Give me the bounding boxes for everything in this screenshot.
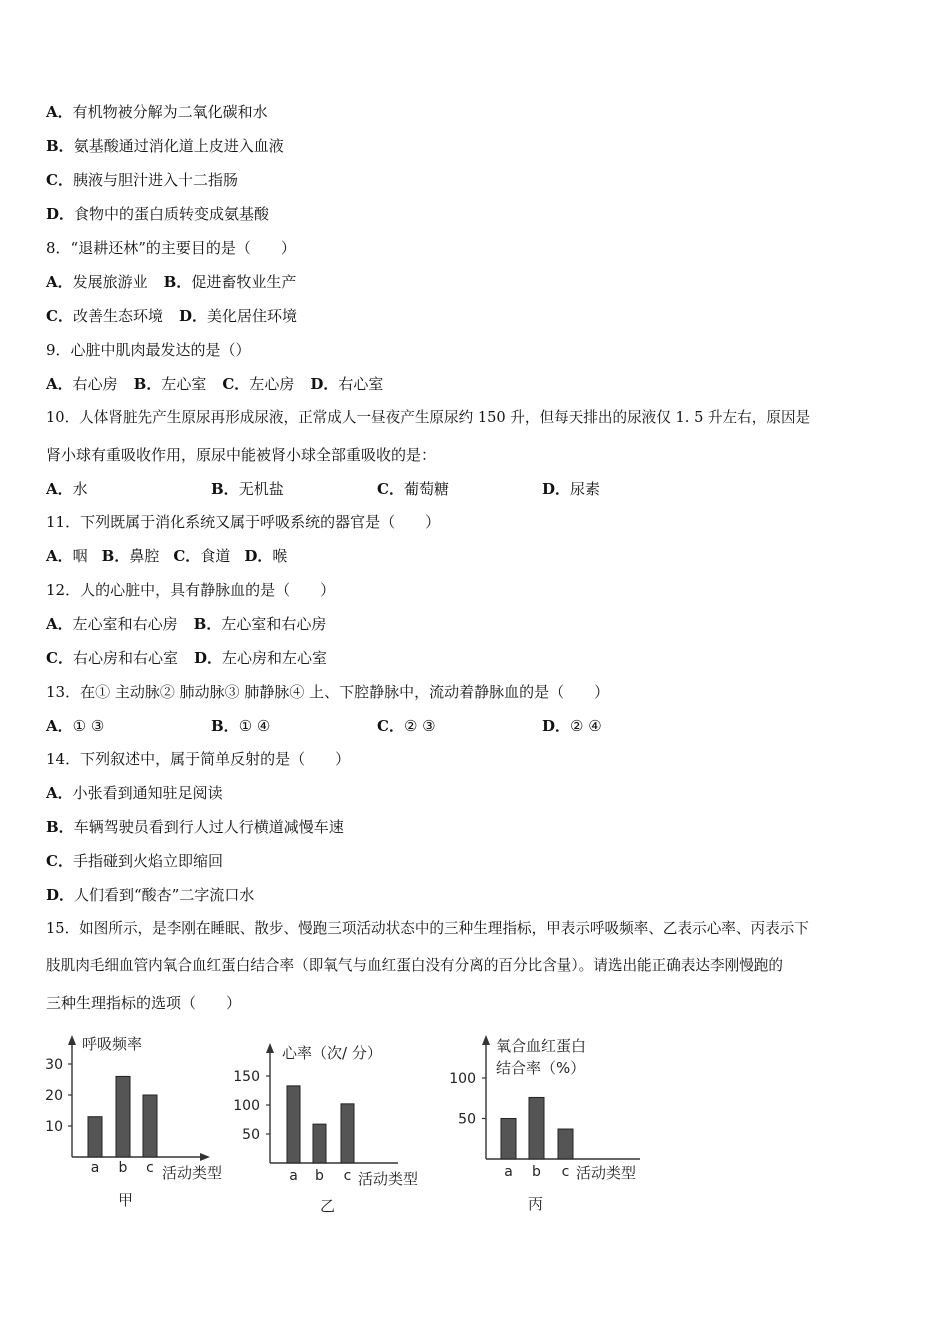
q10-option-c: C．葡萄糖 bbox=[377, 480, 449, 498]
chart-jia-ylabel: 呼吸频率 bbox=[82, 1035, 143, 1053]
chart-jia-bar-a bbox=[88, 1117, 102, 1157]
q12-options-cd: C．右心房和右心室 D．左心房和左心室 bbox=[46, 649, 327, 667]
chart-jia-y-arrow bbox=[68, 1035, 76, 1045]
chart-bing-y-arrow bbox=[482, 1035, 490, 1045]
q14-option-b: B．车辆驾驶员看到行人过人行横道减慢车速 bbox=[46, 818, 344, 836]
chart-yi-bar-a bbox=[287, 1086, 300, 1163]
q8-options-ab: A．发展旅游业 B．促进畜牧业生产 bbox=[46, 273, 297, 291]
q15-stem-line1: 15．如图所示，是李刚在睡眠、散步、慢跑三项活动状态中的三种生理指标，甲表示呼吸频率、乙表示心率、丙表示下 bbox=[46, 920, 809, 937]
q10-option-b: B．无机盐 bbox=[211, 480, 284, 498]
chart-bing-category-c: c bbox=[561, 1164, 570, 1180]
chart-yi-y-arrow bbox=[266, 1043, 274, 1053]
chart-bing-ylabel-line1: 氧合血红蛋白 bbox=[496, 1037, 587, 1055]
chart-jia-ticks bbox=[45, 1057, 72, 1135]
q10-stem-line1: 10．人体肾脏先产生原尿再形成尿液，正常成人一昼夜产生原尿约 150 升，但每天排出的尿液仅 1. 5 升左右，原因是 bbox=[46, 409, 811, 426]
chart-bing bbox=[449, 1035, 640, 1213]
chart-jia-title: 甲 bbox=[118, 1191, 134, 1209]
chart-jia-x-arrow bbox=[200, 1153, 210, 1161]
chart-yi-bar-b bbox=[313, 1124, 326, 1163]
chart-yi-category-c: c bbox=[343, 1168, 352, 1184]
q14-stem: 14．下列叙述中，属于简单反射的是（ ） bbox=[46, 750, 351, 768]
chart-yi-categories bbox=[289, 1168, 351, 1184]
chart-yi-title: 乙 bbox=[320, 1197, 336, 1215]
chart-bing-bar-a bbox=[501, 1119, 516, 1160]
chart-bing-xlabel: 活动类型 bbox=[576, 1164, 637, 1182]
q15-charts bbox=[0, 1025, 950, 1225]
chart-bing-bar-b bbox=[529, 1097, 544, 1159]
chart-jia-xlabel: 活动类型 bbox=[162, 1164, 223, 1182]
q8-stem: 8．“退耕还林”的主要目的是（ ） bbox=[46, 239, 296, 257]
chart-bing-bar-c bbox=[558, 1129, 573, 1159]
chart-yi-category-b: b bbox=[315, 1168, 324, 1184]
chart-yi-category-a: a bbox=[289, 1168, 298, 1184]
chart-bing-category-a: a bbox=[504, 1164, 513, 1180]
chart-bing-category-b: b bbox=[532, 1164, 541, 1180]
chart-jia-category-a: a bbox=[90, 1160, 100, 1176]
q11-options: A．咽 B．鼻腔 C．食道 D．喉 bbox=[46, 547, 288, 565]
chart-jia bbox=[45, 1035, 222, 1209]
chart-bing-title: 丙 bbox=[528, 1195, 544, 1213]
q15-stem-line3: 三种生理指标的选项（ ） bbox=[46, 994, 242, 1012]
chart-jia-ytick-label-1: 20 bbox=[45, 1088, 63, 1104]
q13-option-c: C．② ③ bbox=[377, 717, 436, 735]
chart-jia-bar-c bbox=[143, 1095, 157, 1157]
chart-bing-ytick-label-0: 50 bbox=[458, 1111, 476, 1128]
chart-yi-ytick-label-0: 50 bbox=[242, 1127, 260, 1143]
q14-option-c: C．手指碰到火焰立即缩回 bbox=[46, 852, 223, 870]
q11-stem: 11．下列既属于消化系统又属于呼吸系统的器官是（ ） bbox=[46, 513, 441, 531]
chart-bing-categories bbox=[504, 1164, 569, 1180]
chart-bing-bars bbox=[501, 1097, 573, 1159]
chart-yi bbox=[233, 1043, 418, 1215]
q7-option-a: A．有机物被分解为二氧化碳和水 bbox=[46, 103, 268, 121]
q13-option-a: A．① ③ bbox=[46, 717, 105, 735]
chart-jia-bars bbox=[88, 1076, 157, 1157]
chart-yi-xlabel: 活动类型 bbox=[358, 1170, 419, 1188]
chart-yi-ytick-label-2: 150 bbox=[233, 1069, 260, 1085]
q9-options: A．右心房 B．左心室 C．左心房 D．右心室 bbox=[46, 375, 384, 393]
q7-option-d: D．食物中的蛋白质转变成氨基酸 bbox=[46, 205, 270, 223]
chart-bing-ytick-label-1: 100 bbox=[449, 1071, 476, 1087]
chart-bing-ticks bbox=[449, 1071, 486, 1128]
chart-bing-ylabel-line2: 结合率（%） bbox=[496, 1059, 586, 1077]
q12-options-ab: A．左心室和右心房 B．左心室和右心房 bbox=[46, 615, 327, 633]
q10-option-d: D．尿素 bbox=[542, 480, 601, 498]
chart-jia-category-b: b bbox=[118, 1160, 128, 1176]
chart-jia-ytick-label-0: 10 bbox=[45, 1119, 63, 1135]
q14-option-d: D．人们看到“酸杏”二字流口水 bbox=[46, 886, 255, 904]
chart-yi-ticks bbox=[233, 1069, 270, 1143]
chart-yi-bar-c bbox=[341, 1104, 354, 1163]
chart-jia-categories bbox=[91, 1160, 154, 1176]
q15-stem-line2: 肢肌肉毛细血管内氧合血红蛋白结合率（即氧气与血红蛋白没有分离的百分比含量）。请选出能正确表达李刚慢跑的 bbox=[46, 957, 783, 974]
q13-stem: 13．在① 主动脉② 肺动脉③ 肺静脉④ 上、下腔静脉中，流动着静脉血的是（ ） bbox=[46, 683, 610, 701]
q12-stem: 12．人的心脏中，具有静脉血的是（ ） bbox=[46, 581, 336, 599]
chart-yi-ylabel: 心率（次/ 分） bbox=[282, 1044, 382, 1062]
chart-jia-ytick-label-2: 30 bbox=[45, 1057, 63, 1073]
chart-yi-bars bbox=[287, 1086, 354, 1163]
q13-option-b: B．① ④ bbox=[211, 717, 271, 735]
q9-stem: 9．心脏中肌肉最发达的是（） bbox=[46, 341, 251, 359]
q13-option-d: D．② ④ bbox=[542, 717, 602, 735]
q7-option-c: C．胰液与胆汁进入十二指肠 bbox=[46, 171, 238, 189]
chart-jia-category-c: c bbox=[146, 1160, 154, 1176]
q7-option-b: B．氨基酸通过消化道上皮进入血液 bbox=[46, 137, 284, 155]
q14-option-a: A．小张看到通知驻足阅读 bbox=[46, 784, 223, 802]
q10-option-a: A．水 bbox=[46, 480, 88, 498]
q10-stem-line2: 肾小球有重吸收作用，原尿中能被肾小球全部重吸收的是： bbox=[46, 446, 437, 464]
chart-yi-ytick-label-1: 100 bbox=[233, 1098, 260, 1114]
q8-options-cd: C．改善生态环境 D．美化居住环境 bbox=[46, 307, 297, 325]
chart-jia-bar-b bbox=[116, 1076, 130, 1157]
